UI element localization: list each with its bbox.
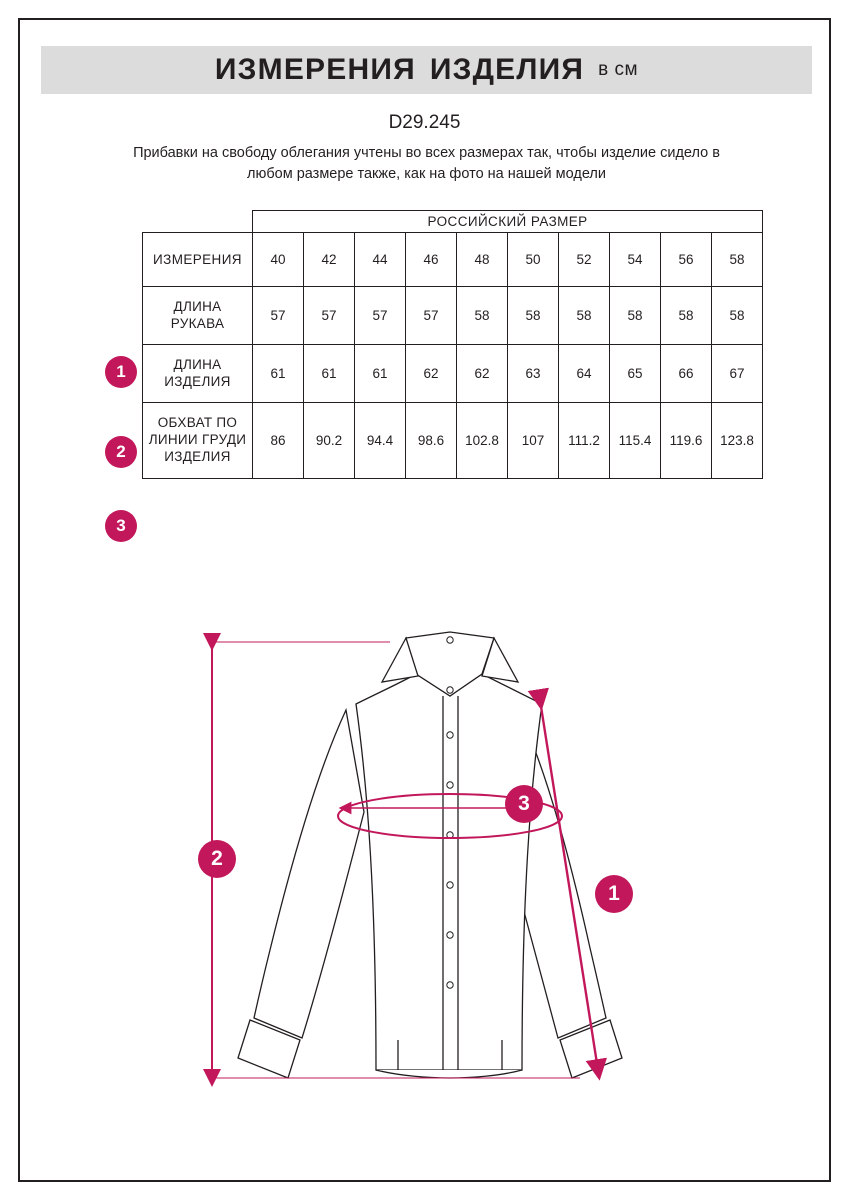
page-title <box>215 53 584 87</box>
row-marker-3: 3 <box>105 510 137 542</box>
size-header-48: 48 <box>457 233 508 287</box>
row-label-chest: ОБХВАТ ПО ЛИНИИ ГРУДИ ИЗДЕЛИЯ <box>143 403 253 479</box>
cell-length-48: 62 <box>457 345 508 403</box>
cell-chest-46: 98.6 <box>406 403 457 479</box>
cell-sleeve-52: 58 <box>559 287 610 345</box>
row-label-sleeve-length: ДЛИНА РУКАВА <box>143 287 253 345</box>
cell-length-56: 66 <box>661 345 712 403</box>
cell-length-54: 65 <box>610 345 661 403</box>
cell-length-52: 64 <box>559 345 610 403</box>
cell-sleeve-56: 58 <box>661 287 712 345</box>
product-code: D29.245 <box>388 112 461 133</box>
cell-length-40: 61 <box>253 345 304 403</box>
cell-chest-42: 90.2 <box>304 403 355 479</box>
cell-length-46: 62 <box>406 345 457 403</box>
measure-header: ИЗМЕРЕНИЯ <box>143 233 253 287</box>
page-title-word-2: ИЗДЕЛИЯ <box>429 53 585 86</box>
cell-sleeve-50: 58 <box>508 287 559 345</box>
table-row <box>143 403 763 479</box>
table-header-group-row <box>143 211 763 233</box>
cell-chest-52: 111.2 <box>559 403 610 479</box>
size-header-40: 40 <box>253 233 304 287</box>
cell-length-58: 67 <box>712 345 763 403</box>
size-header-50: 50 <box>508 233 559 287</box>
cell-length-44: 61 <box>355 345 406 403</box>
row-marker-1: 1 <box>105 356 137 388</box>
size-header-56: 56 <box>661 233 712 287</box>
measurements-table <box>142 210 763 479</box>
table-header-row <box>143 233 763 287</box>
cell-sleeve-40: 57 <box>253 287 304 345</box>
cell-chest-44: 94.4 <box>355 403 406 479</box>
illustration-marker-chest: 3 <box>505 785 543 823</box>
unit-label: в см <box>598 59 639 80</box>
row-label-item-length: ДЛИНА ИЗДЕЛИЯ <box>143 345 253 403</box>
cell-length-50: 63 <box>508 345 559 403</box>
size-header-42: 42 <box>304 233 355 287</box>
cell-chest-54: 115.4 <box>610 403 661 479</box>
table-row <box>143 345 763 403</box>
cell-chest-50: 107 <box>508 403 559 479</box>
table-row <box>143 287 763 345</box>
page-border <box>18 18 831 1182</box>
size-header-44: 44 <box>355 233 406 287</box>
cell-sleeve-46: 57 <box>406 287 457 345</box>
cell-chest-48: 102.8 <box>457 403 508 479</box>
measurements-table-wrap <box>142 210 762 479</box>
cell-chest-56: 119.6 <box>661 403 712 479</box>
cell-chest-40: 86 <box>253 403 304 479</box>
corner-cell <box>143 211 253 233</box>
cell-sleeve-44: 57 <box>355 287 406 345</box>
garment-illustration <box>150 600 710 1120</box>
cell-sleeve-48: 58 <box>457 287 508 345</box>
size-group-header: РОССИЙСКИЙ РАЗМЕР <box>253 211 763 233</box>
cell-length-42: 61 <box>304 345 355 403</box>
size-header-52: 52 <box>559 233 610 287</box>
illustration-marker-sleeve-length: 1 <box>595 875 633 913</box>
cell-sleeve-42: 57 <box>304 287 355 345</box>
cell-chest-58: 123.8 <box>712 403 763 479</box>
size-header-58: 58 <box>712 233 763 287</box>
cell-sleeve-58: 58 <box>712 287 763 345</box>
size-header-46: 46 <box>406 233 457 287</box>
cell-sleeve-54: 58 <box>610 287 661 345</box>
page-title-word-1: ИЗМЕРЕНИЯ <box>214 53 416 86</box>
fit-note: Прибавки на свободу облегания учтены во всех размерах так, чтобы изделие сидело в любом размере также, как на фото на нашей модели <box>133 145 720 183</box>
illustration-marker-item-length: 2 <box>198 840 236 878</box>
size-header-54: 54 <box>610 233 661 287</box>
page-title-band <box>41 46 812 94</box>
row-marker-2: 2 <box>105 436 137 468</box>
